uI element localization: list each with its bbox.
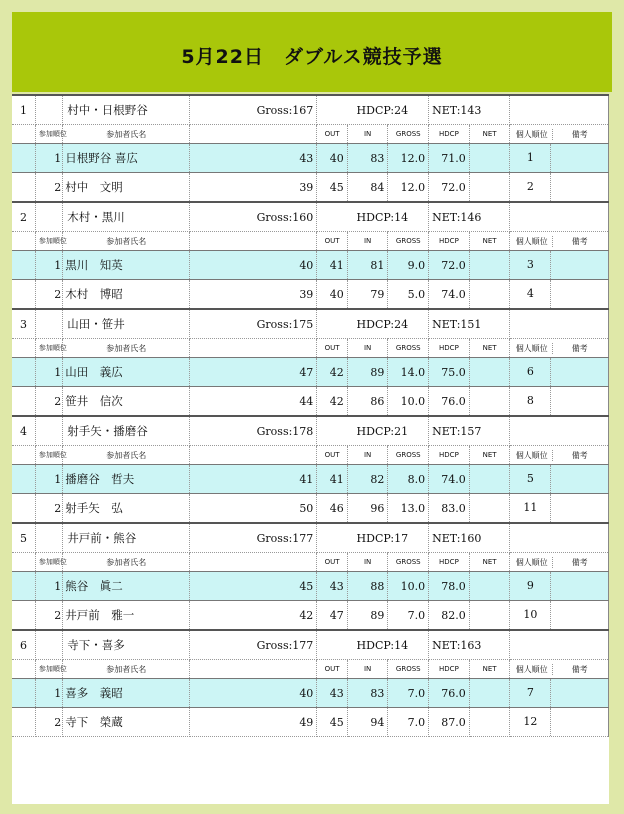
header-hdcp: HDCP [429,553,470,572]
player-hdcp: 12.0 [388,173,429,203]
team-net: NET:143 [429,96,510,125]
team-net: NET:151 [429,309,510,339]
player-index: 1 [35,572,62,601]
team-name: 射手矢・播磨谷 [63,416,190,446]
player-hdcp: 7.0 [388,708,429,737]
header-rank-note [510,125,609,144]
results-table [12,96,609,737]
page-title: 5月22日 ダブルス競技予選 [181,46,443,68]
player-out: 42 [190,601,317,631]
team-row [12,96,609,125]
player-row [12,280,609,310]
team-hdcp: HDCP:14 [317,630,429,660]
player-gross: 83 [347,679,388,708]
player-row [12,572,609,601]
team-gross: Gross:175 [190,309,317,339]
empty-cell [510,202,609,232]
header-note: 備考 [571,450,588,460]
empty-cell [510,309,609,339]
player-name: 山田 義広 [63,358,190,387]
player-index: 2 [35,280,62,310]
header-name: 参加者氏名 [63,660,190,679]
empty-cell [35,416,62,446]
empty-cell [510,523,609,553]
player-row [12,494,609,524]
player-rank-note [510,251,609,280]
team-name: 木村・黒川 [63,202,190,232]
player-net: 72.0 [429,251,470,280]
header-rank: 個人順位 [512,450,553,461]
header-rank-note [510,339,609,358]
team-name: 井戸前・熊谷 [63,523,190,553]
player-rank: 3 [510,251,551,279]
team-number: 4 [12,416,35,446]
player-index: 1 [35,679,62,708]
team-gross: Gross:167 [190,96,317,125]
empty-cell [12,465,35,494]
player-in: 47 [317,601,347,631]
player-rank-note [510,679,609,708]
player-in: 42 [317,387,347,417]
player-hdcp: 10.0 [388,387,429,417]
player-index: 2 [35,494,62,524]
player-name: 日根野谷 喜広 [63,144,190,173]
empty-cell [12,553,35,572]
player-rank: 1 [510,144,551,172]
empty-cell [469,494,510,524]
team-gross: Gross:178 [190,416,317,446]
player-gross: 84 [347,173,388,203]
empty-cell [12,251,35,280]
empty-cell [469,465,510,494]
player-hdcp: 7.0 [388,601,429,631]
player-row [12,358,609,387]
header-in: IN [347,125,388,144]
player-rank: 2 [510,173,551,201]
player-rank-note [510,572,609,601]
player-gross: 89 [347,601,388,631]
header-note: 備考 [571,236,588,246]
player-in: 46 [317,494,347,524]
empty-cell [12,446,35,465]
title-banner [12,12,612,92]
header-hdcp: HDCP [429,232,470,251]
team-net: NET:146 [429,202,510,232]
player-in: 40 [317,144,347,173]
player-gross: 89 [347,358,388,387]
player-rank: 11 [510,494,551,522]
header-out: OUT [317,553,347,572]
team-row [12,416,609,446]
player-rank-note [510,280,609,310]
header-rank-note [510,232,609,251]
header-rank: 個人順位 [512,343,553,354]
player-gross: 88 [347,572,388,601]
empty-cell [12,387,35,417]
header-hdcp: HDCP [429,660,470,679]
header-gross: GROSS [388,125,429,144]
team-gross: Gross:160 [190,202,317,232]
empty-cell [190,339,317,358]
player-name: 射手矢 弘 [63,494,190,524]
header-note: 備考 [571,129,588,139]
header-name: 参加者氏名 [63,339,190,358]
player-hdcp: 7.0 [388,679,429,708]
team-hdcp: HDCP:17 [317,523,429,553]
player-row [12,601,609,631]
player-row [12,679,609,708]
team-net: NET:160 [429,523,510,553]
player-in: 43 [317,679,347,708]
player-in: 40 [317,280,347,310]
header-note: 備考 [571,664,588,674]
team-name: 寺下・喜多 [63,630,190,660]
empty-cell [35,523,62,553]
player-name: 木村 博昭 [63,280,190,310]
team-number: 1 [12,96,35,125]
player-in: 42 [317,358,347,387]
empty-cell [12,125,35,144]
header-order: 参加順位 [35,660,62,679]
team-hdcp: HDCP:24 [317,309,429,339]
player-rank: 5 [510,465,551,493]
player-rank-note [510,144,609,173]
player-out: 40 [190,251,317,280]
player-rank-note [510,601,609,631]
player-hdcp: 10.0 [388,572,429,601]
column-header-row [12,553,609,572]
header-order: 参加順位 [35,446,62,465]
player-name: 喜多 義昭 [63,679,190,708]
team-hdcp: HDCP:21 [317,416,429,446]
header-out: OUT [317,660,347,679]
header-rank: 個人順位 [512,236,553,247]
player-out: 50 [190,494,317,524]
empty-cell [12,339,35,358]
empty-cell [12,572,35,601]
player-net: 74.0 [429,280,470,310]
header-name: 参加者氏名 [63,125,190,144]
player-out: 39 [190,280,317,310]
player-row [12,144,609,173]
empty-cell [35,96,62,125]
player-net: 71.0 [429,144,470,173]
player-net: 82.0 [429,601,470,631]
header-gross: GROSS [388,660,429,679]
empty-cell [510,630,609,660]
player-rank-note [510,708,609,737]
player-name: 笹井 信次 [63,387,190,417]
team-number: 6 [12,630,35,660]
header-gross: GROSS [388,232,429,251]
player-row [12,251,609,280]
player-in: 41 [317,251,347,280]
player-index: 2 [35,387,62,417]
player-name: 村中 文明 [63,173,190,203]
team-hdcp: HDCP:24 [317,96,429,125]
header-out: OUT [317,232,347,251]
player-index: 2 [35,601,62,631]
team-row [12,309,609,339]
empty-cell [510,96,609,125]
player-hdcp: 9.0 [388,251,429,280]
header-note: 備考 [571,557,588,567]
team-number: 3 [12,309,35,339]
header-rank: 個人順位 [512,664,553,675]
header-order: 参加順位 [35,339,62,358]
header-net: NET [469,446,510,465]
empty-cell [510,416,609,446]
team-number: 2 [12,202,35,232]
header-in: IN [347,339,388,358]
player-index: 1 [35,144,62,173]
header-rank-note [510,446,609,465]
header-rank-note [510,660,609,679]
header-out: OUT [317,339,347,358]
team-row [12,202,609,232]
header-rank-note [510,553,609,572]
empty-cell [35,202,62,232]
header-net: NET [469,232,510,251]
empty-cell [469,572,510,601]
player-row [12,708,609,737]
header-net: NET [469,553,510,572]
player-row [12,387,609,417]
empty-cell [35,309,62,339]
empty-cell [190,553,317,572]
player-index: 1 [35,465,62,494]
player-net: 75.0 [429,358,470,387]
empty-cell [12,660,35,679]
player-hdcp: 13.0 [388,494,429,524]
empty-cell [12,358,35,387]
empty-cell [12,494,35,524]
player-gross: 83 [347,144,388,173]
player-gross: 79 [347,280,388,310]
team-net: NET:163 [429,630,510,660]
player-hdcp: 5.0 [388,280,429,310]
player-net: 72.0 [429,173,470,203]
player-out: 41 [190,465,317,494]
header-out: OUT [317,125,347,144]
empty-cell [12,601,35,631]
header-net: NET [469,660,510,679]
player-hdcp: 12.0 [388,144,429,173]
team-name: 村中・日根野谷 [63,96,190,125]
team-gross: Gross:177 [190,523,317,553]
empty-cell [469,387,510,417]
player-rank: 10 [510,601,551,629]
player-index: 2 [35,173,62,203]
player-gross: 86 [347,387,388,417]
player-name: 寺下 榮蔵 [63,708,190,737]
header-gross: GROSS [388,553,429,572]
player-in: 45 [317,173,347,203]
header-name: 参加者氏名 [63,232,190,251]
player-rank: 8 [510,387,551,415]
player-index: 1 [35,358,62,387]
player-rank: 4 [510,280,551,308]
empty-cell [469,144,510,173]
player-net: 87.0 [429,708,470,737]
player-net: 83.0 [429,494,470,524]
player-in: 43 [317,572,347,601]
player-gross: 81 [347,251,388,280]
player-net: 76.0 [429,387,470,417]
player-in: 41 [317,465,347,494]
player-out: 39 [190,173,317,203]
header-out: OUT [317,446,347,465]
header-gross: GROSS [388,339,429,358]
player-rank-note [510,465,609,494]
empty-cell [190,446,317,465]
header-rank: 個人順位 [512,557,553,568]
player-row [12,465,609,494]
empty-cell [12,232,35,251]
column-header-row [12,232,609,251]
player-gross: 96 [347,494,388,524]
header-order: 参加順位 [35,553,62,572]
player-rank-note [510,494,609,524]
player-gross: 94 [347,708,388,737]
player-index: 1 [35,251,62,280]
header-name: 参加者氏名 [63,553,190,572]
results-sheet [12,94,609,804]
empty-cell [12,144,35,173]
team-name: 山田・笹井 [63,309,190,339]
header-in: IN [347,553,388,572]
player-name: 井戸前 雅一 [63,601,190,631]
player-rank: 9 [510,572,551,600]
header-hdcp: HDCP [429,339,470,358]
player-rank: 12 [510,708,551,736]
header-gross: GROSS [388,446,429,465]
player-rank-note [510,358,609,387]
header-order: 参加順位 [35,125,62,144]
player-net: 76.0 [429,679,470,708]
empty-cell [469,679,510,708]
player-rank-note [510,173,609,203]
header-note: 備考 [571,343,588,353]
header-in: IN [347,446,388,465]
team-row [12,630,609,660]
empty-cell [12,708,35,737]
header-hdcp: HDCP [429,125,470,144]
player-gross: 82 [347,465,388,494]
player-net: 74.0 [429,465,470,494]
column-header-row [12,125,609,144]
empty-cell [469,708,510,737]
player-rank: 6 [510,358,551,386]
empty-cell [469,251,510,280]
player-out: 44 [190,387,317,417]
player-hdcp: 8.0 [388,465,429,494]
player-out: 40 [190,679,317,708]
empty-cell [469,358,510,387]
player-in: 45 [317,708,347,737]
empty-cell [190,125,317,144]
team-gross: Gross:177 [190,630,317,660]
player-rank: 7 [510,679,551,707]
results-body [12,96,609,737]
player-index: 2 [35,708,62,737]
header-in: IN [347,660,388,679]
player-out: 47 [190,358,317,387]
player-net: 78.0 [429,572,470,601]
team-hdcp: HDCP:14 [317,202,429,232]
player-name: 播磨谷 哲夫 [63,465,190,494]
column-header-row [12,660,609,679]
player-name: 熊谷 眞二 [63,572,190,601]
empty-cell [469,173,510,203]
column-header-row [12,446,609,465]
player-out: 49 [190,708,317,737]
player-out: 43 [190,144,317,173]
header-in: IN [347,232,388,251]
empty-cell [35,630,62,660]
column-header-row [12,339,609,358]
player-hdcp: 14.0 [388,358,429,387]
team-net: NET:157 [429,416,510,446]
header-name: 参加者氏名 [63,446,190,465]
empty-cell [190,232,317,251]
player-out: 45 [190,572,317,601]
player-row [12,173,609,203]
empty-cell [190,660,317,679]
header-net: NET [469,339,510,358]
player-rank-note [510,387,609,417]
team-number: 5 [12,523,35,553]
header-net: NET [469,125,510,144]
empty-cell [12,173,35,203]
header-order: 参加順位 [35,232,62,251]
header-hdcp: HDCP [429,446,470,465]
empty-cell [469,280,510,310]
header-rank: 個人順位 [512,129,553,140]
player-name: 黒川 知英 [63,251,190,280]
team-row [12,523,609,553]
empty-cell [12,679,35,708]
empty-cell [469,601,510,631]
empty-cell [12,280,35,310]
